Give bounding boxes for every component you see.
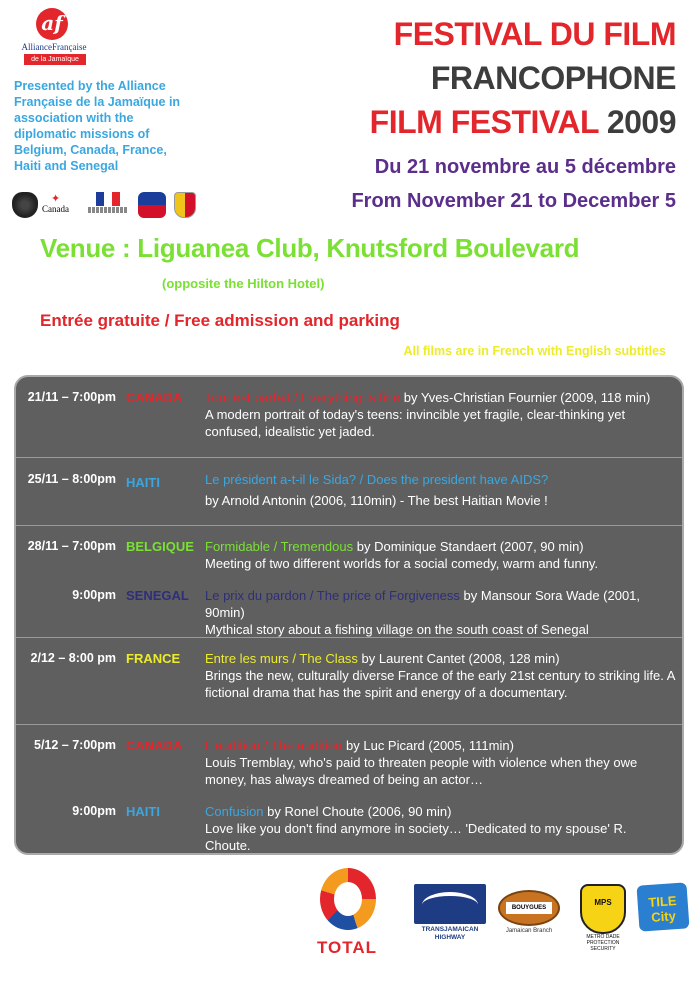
- film-description: Meeting of two different worlds for a social comedy, warm and funny.: [205, 556, 599, 571]
- af-logo-mark: af: [36, 8, 68, 40]
- film-title: Confusion: [205, 804, 264, 819]
- presented-by-text: Presented by the Alliance Française de la Jamaïque in association with the diplomatic missions of Belgium, Canada, France, Haiti and Senegal: [14, 79, 181, 173]
- subtitles-note: All films are in French with English subtitles: [403, 344, 666, 358]
- maple-leaf-icon: ✦: [51, 193, 61, 205]
- french-flag-icon: [96, 192, 120, 206]
- film-title: Entre les murs / The Class: [205, 651, 358, 666]
- admission-text: Entrée gratuite / Free admission and parking: [40, 311, 400, 330]
- france-logo-caption: [88, 207, 128, 213]
- af-logo-name: AllianceFrançaise: [21, 42, 87, 52]
- france-republic-logo: [88, 192, 128, 218]
- film-title: Formidable / Tremendous: [205, 539, 354, 554]
- programme-panel: [14, 375, 684, 855]
- screening-country: CANADA: [126, 390, 183, 405]
- title-film-festival-text: FILM FESTIVAL: [369, 104, 599, 140]
- screening-country: CANADA: [126, 738, 183, 753]
- film-credit: by Ronel Choute (2006, 90 min): [263, 804, 452, 819]
- transjamaican-highway-logo: [414, 884, 486, 944]
- film-description: Louis Tremblay, who's paid to threaten people with violence when they owe money, has always dreamed of being an actor…: [205, 755, 638, 787]
- film-title: Le prix du pardon / The price of Forgiveness: [205, 588, 460, 603]
- film-title: L'audition / The audition: [205, 738, 343, 753]
- screening-country: HAITI: [126, 804, 160, 819]
- title-film-festival: [370, 104, 676, 141]
- film-info: [205, 389, 675, 440]
- film-info: [205, 650, 675, 701]
- tile-city-logo: [638, 884, 688, 938]
- film-title: Tout est parfait / Everything is fine: [205, 390, 401, 405]
- film-info: [205, 471, 675, 509]
- screening-country: SENEGAL: [126, 588, 189, 603]
- film-credit: by Laurent Cantet (2008, 128 min): [357, 651, 560, 666]
- partner-emblems: [12, 192, 192, 220]
- film-credit: by Yves-Christian Fournier (2009, 118 min): [400, 390, 651, 405]
- film-info: [205, 538, 675, 572]
- total-wordmark: TOTAL: [316, 938, 378, 957]
- film-info: [205, 587, 675, 638]
- venue-note: (opposite the Hilton Hotel): [162, 276, 325, 291]
- haiti-coat-of-arms-icon: [138, 192, 166, 218]
- alliance-francaise-logo: [14, 8, 94, 78]
- film-credit: by Mansour Sora Wade (2001, 90min): [205, 588, 641, 620]
- film-description: Mythical story about a fishing village on the south coast of Senegal: [205, 622, 589, 637]
- programme-divider: [16, 724, 682, 725]
- programme-divider: [16, 525, 682, 526]
- screening-time: 9:00pm: [72, 804, 116, 818]
- geneva-crest-icon: [174, 192, 196, 218]
- bouygues-caption: Jamaican Branch: [505, 928, 553, 934]
- film-description: by Arnold Antonin (2006, 110min) - The best Haitian Movie !: [205, 493, 548, 508]
- canada-wordmark: [42, 192, 70, 218]
- title-festival-du-film: FESTIVAL DU FILM: [393, 16, 676, 52]
- film-credit: by Luc Picard (2005, 111min): [342, 738, 514, 753]
- bouygues-logo: [498, 890, 560, 936]
- screening-time: 5/12 – 7:00pm: [34, 738, 116, 752]
- title-year: 2009: [606, 104, 676, 140]
- bouygues-wordmark: BOUYGUES: [506, 902, 552, 914]
- film-description: A modern portrait of today's teens: invincible yet fragile, clear-thinking yet confused, idealistic yet jaded.: [205, 407, 626, 439]
- belgium-crest-icon: [12, 192, 38, 218]
- screening-time: 25/11 – 8:00pm: [27, 472, 116, 486]
- highway-logo-icon: [414, 884, 486, 924]
- total-sponsor-logo: [308, 868, 386, 958]
- screening-time: 28/11 – 7:00pm: [27, 539, 116, 553]
- canada-wordmark-text: Canada: [42, 204, 69, 214]
- af-logo-subtitle: de la Jamaïque: [24, 54, 86, 65]
- security-shield-icon: [580, 884, 626, 934]
- film-title: Le président a-t-il le Sida? / Does the president have AIDS?: [205, 472, 549, 487]
- screening-time: 21/11 – 7:00pm: [27, 390, 116, 404]
- film-credit: by Dominique Standaert (2007, 90 min): [353, 539, 584, 554]
- film-info: [205, 803, 675, 854]
- dates-french: Du 21 novembre au 5 décembre: [374, 156, 676, 178]
- dates-english: From November 21 to December 5: [351, 190, 676, 212]
- venue-line: Venue : Liguanea Club, Knutsford Boulevard: [40, 233, 580, 263]
- screening-country: HAITI: [126, 475, 160, 490]
- mps-wordmark: MPS: [594, 898, 612, 907]
- title-francophone: FRANCOPHONE: [430, 60, 676, 96]
- film-info: [205, 737, 675, 788]
- screening-time: 9:00pm: [72, 588, 116, 602]
- screening-country: FRANCE: [126, 651, 181, 666]
- programme-divider: [16, 457, 682, 458]
- screening-time: 2/12 – 8:00 pm: [30, 651, 116, 665]
- programme-divider: [16, 637, 682, 638]
- total-logo-icon: [320, 868, 376, 930]
- film-description: Love like you don't find anymore in society… 'Dedicated to my spouse' R. Choute.: [205, 821, 627, 853]
- metro-dade-security-logo: [578, 884, 628, 952]
- transjamaican-wordmark: TRANSJAMAICAN HIGHWAY: [421, 926, 479, 941]
- metro-dade-caption: METRO DADE PROTECTION SECURITY: [586, 934, 620, 952]
- screening-country: BELGIQUE: [126, 539, 194, 554]
- film-description: Brings the new, culturally diverse France of the early 21st century to striking life. A fictional drama that has the spirit and energy of a documentary.: [205, 668, 675, 700]
- tile-city-wordmark: TILE City: [647, 893, 678, 925]
